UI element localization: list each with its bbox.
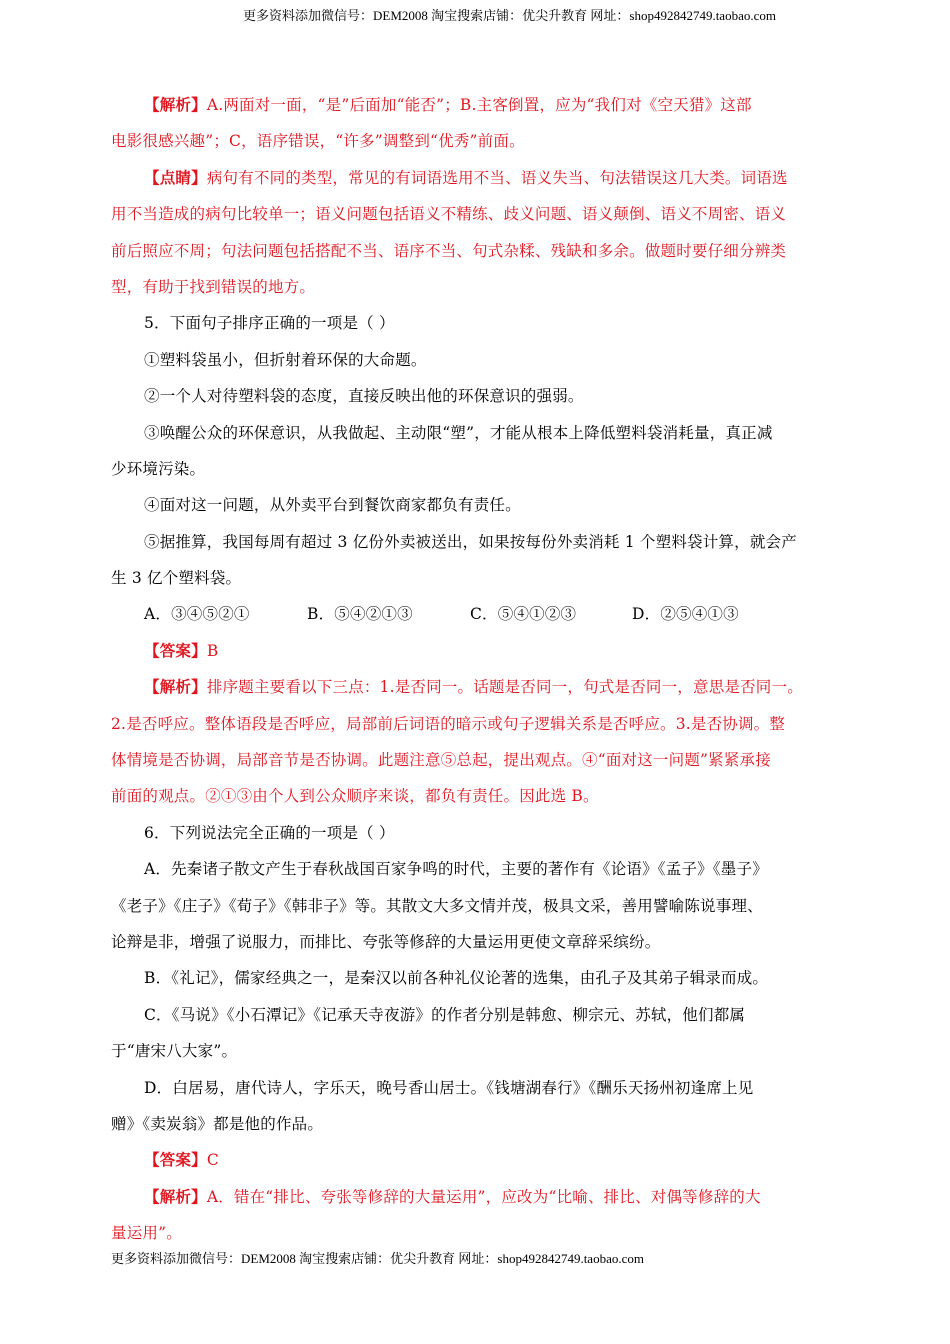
- q6-option-b: B．《礼记》，儒家经典之一，是秦汉以前各种礼仪论著的选集，由孔子及其弟子辑录而成。: [144, 969, 769, 988]
- analysis-text: A．错在“排比、夸张等修辞的大量运用”，应改为“比喻、排比、对偶等修辞的大: [206, 1187, 761, 1206]
- comment-q4-line-1: [111, 160, 841, 196]
- comment-q4-line-3: 前后照应不周；句法问题包括搭配不当、语序不当、句式杂糅、残缺和多余。做题时要仔细分辨类: [111, 241, 787, 260]
- q6-analysis-line-1: [111, 1179, 841, 1215]
- comment-q4-line-2: 用不当造成的病句比较单一；语义问题包括语义不精练、歧义问题、语义颠倒、语义不周密、语义: [111, 205, 787, 224]
- question-5-stem: 5．下面句子排序正确的一项是（ ）: [144, 314, 395, 333]
- q5-sentence-3: ③唤醒公众的环保意识，从我做起、主动限“塑”，才能从根本上降低塑料袋消耗量，真正减: [144, 423, 773, 442]
- question-6-stem: 6．下列说法完全正确的一项是（ ）: [144, 823, 395, 842]
- q5-option-d: D．②⑤④①③: [632, 605, 739, 624]
- analysis-text: 排序题主要看以下三点：1.是否同一。话题是否同一，句式是否同一，意思是否同一。: [206, 678, 803, 697]
- q5-sentence-1: ①塑料袋虽小，但折射着环保的大命题。: [144, 350, 427, 369]
- analysis-tag: 【解析】: [144, 1186, 207, 1206]
- page-footer-watermark: 更多资料添加微信号：DEM2008 淘宝搜索店铺：优尖升教育 网址：shop492842749.taobao.com: [111, 1251, 644, 1266]
- q5-analysis-line-1: [111, 669, 841, 705]
- q5-analysis-line-2: 2.是否呼应。整体语段是否呼应，局部前后词语的暗示或句子逻辑关系是否呼应。3.是否协调。整: [111, 714, 786, 733]
- q5-options: [111, 596, 841, 632]
- comment-q4-line-4: 型，有助于找到错误的地方。: [111, 277, 316, 296]
- comment-text: 病句有不同的类型，常见的有词语选用不当、语义失当、句法错误这几大类。词语选: [206, 168, 788, 187]
- document-page: [111, 87, 841, 1252]
- q5-option-b: B．⑤④②①③: [307, 605, 413, 624]
- q5-sentence-5: ⑤据推算，我国每周有超过 3 亿份外卖被送出，如果按每份外卖消耗 1 个塑料袋计算，就会产: [144, 532, 797, 551]
- q5-sentence-4: ④面对这一问题，从外卖平台到餐饮商家都负有责任。: [144, 496, 521, 515]
- answer-tag: 【答案】: [144, 1150, 207, 1170]
- q5-analysis-line-4: 前面的观点。②①③由个人到公众顺序来谈，都负有责任。因此选 B。: [111, 787, 599, 806]
- q5-answer: [111, 633, 841, 669]
- analysis-text: A.两面对一面，“是”后面加“能否”；B.主客倒置，应为“我们对《空天猎》这部: [206, 96, 752, 114]
- analysis-q4-line-2: 电影很感兴趣”；C，语序错误，“许多”调整到“优秀”前面。: [111, 132, 525, 151]
- comment-tag: 【点睛】: [144, 167, 207, 187]
- answer-value: C: [206, 1151, 219, 1170]
- q5-sentence-2: ②一个人对待塑料袋的态度，直接反映出他的环保意识的强弱。: [144, 387, 584, 406]
- q5-sentence-5-cont: 生 3 亿个塑料袋。: [111, 569, 242, 588]
- analysis-tag: 【解析】: [144, 95, 207, 114]
- q6-option-c-line-1: C．《马说》《小石潭记》《记承天寺夜游》的作者分别是韩愈、柳宗元、苏轼，他们都属: [144, 1005, 746, 1024]
- q6-option-a-line-1: A．先秦诸子散文产生于春秋战国百家争鸣的时代，主要的著作有《论语》《孟子》《墨子》: [144, 860, 768, 879]
- q5-option-c: C．⑤④①②③: [470, 605, 577, 624]
- q6-option-a-line-2: 《老子》《庄子》《荀子》《韩非子》等。其散文大多文情并茂，极具文采，善用譬喻陈说事理、: [111, 896, 763, 915]
- q6-option-a-line-3: 论辩是非，增强了说服力，而排比、夸张等修辞的大量运用更使文章辞采缤纷。: [111, 932, 661, 951]
- q5-sentence-3-cont: 少环境污染。: [111, 459, 206, 478]
- answer-value: B: [206, 641, 219, 660]
- q6-answer: [111, 1142, 841, 1178]
- q6-option-d-line-2: 赠》《卖炭翁》都是他的作品。: [111, 1114, 324, 1133]
- q6-option-c-line-2: 于“唐宋八大家”。: [111, 1042, 238, 1061]
- page-header-watermark: 更多资料添加微信号：DEM2008 淘宝搜索店铺：优尖升教育 网址：shop492842749.taobao.com: [243, 8, 776, 23]
- analysis-tag: 【解析】: [144, 677, 207, 697]
- q6-analysis-line-2: 量运用”。: [111, 1224, 182, 1243]
- q5-option-a: A．③④⑤②①: [144, 605, 250, 624]
- analysis-q4-line-1: [111, 87, 841, 123]
- answer-tag: 【答案】: [144, 640, 207, 660]
- q5-analysis-line-3: 体情境是否协调，局部音节是否协调。此题注意⑤总起，提出观点。④“面对这一问题”紧紧承接: [111, 751, 771, 770]
- q6-option-d-line-1: D．白居易，唐代诗人，字乐天，晚号香山居士。《钱塘湖春行》《酬乐天扬州初逢席上见: [144, 1078, 754, 1097]
